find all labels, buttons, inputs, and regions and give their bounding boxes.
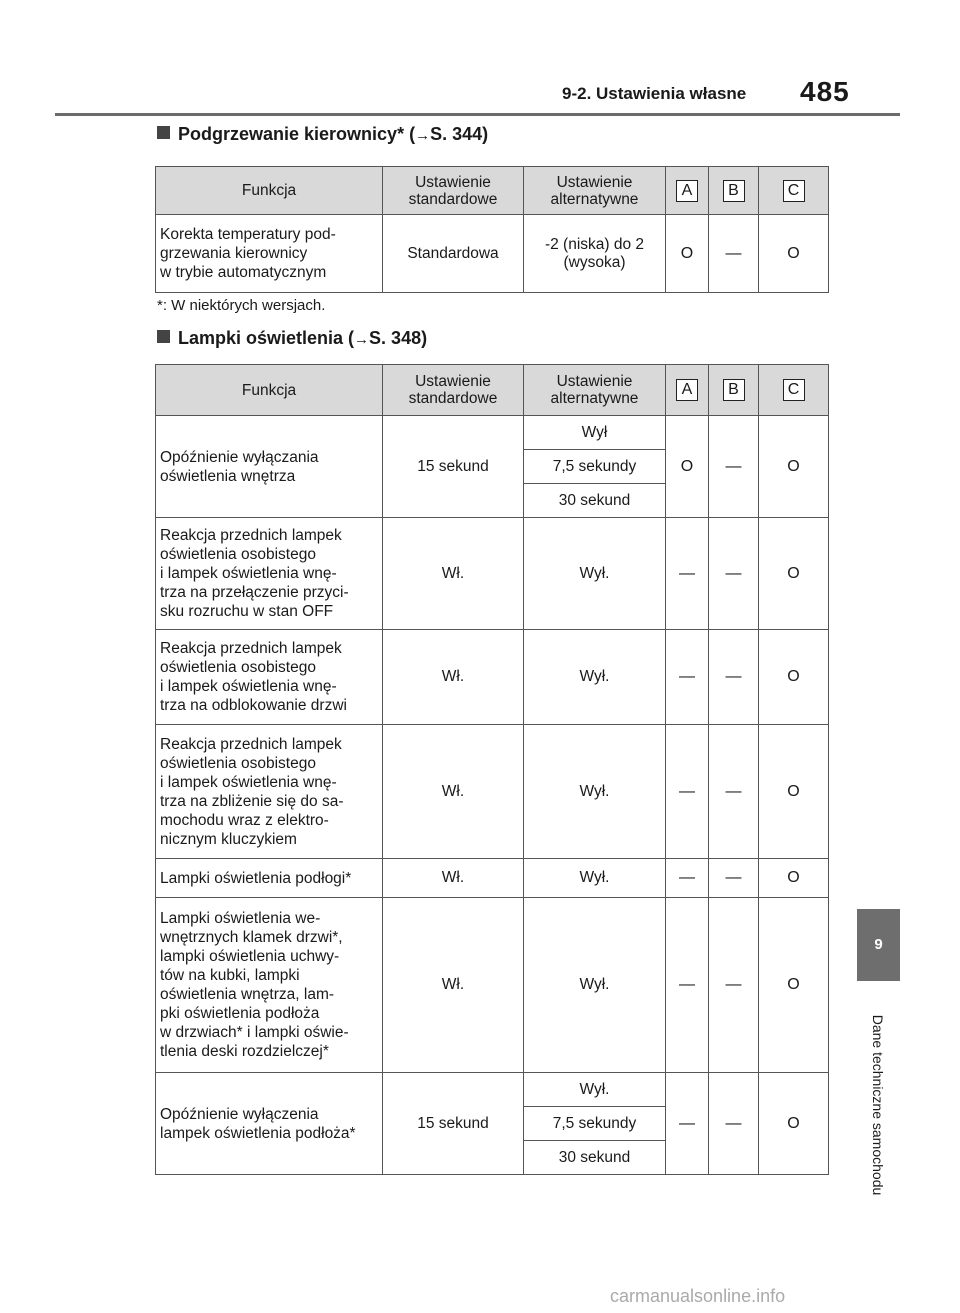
chapter-label: Dane techniczne samochodu <box>870 1014 886 1196</box>
availability-b-cell: — <box>709 215 759 293</box>
function-cell: Reakcja przednich lampek oświetlenia osobistego i lampek oświetlenia wnę- trza na przełączenie przyci- sku rozruchu w stan OFF <box>156 518 383 630</box>
default-value-cell: Wł. <box>383 630 524 725</box>
badge-c-icon: C <box>783 180 805 202</box>
column-header: Funkcja <box>156 167 383 215</box>
header-row <box>156 167 829 215</box>
default-value-cell: Standardowa <box>383 215 524 293</box>
availability-a-cell: — <box>666 859 709 898</box>
availability-c-cell: O <box>759 898 829 1073</box>
chapter-section-title: 9-2. Ustawienia własne <box>562 84 747 103</box>
table-row <box>156 518 829 630</box>
alternative-value-cell: Wył. <box>524 725 666 859</box>
table-row <box>156 859 829 898</box>
availability-b-cell: — <box>709 725 759 859</box>
availability-a-cell: O <box>666 215 709 293</box>
column-header <box>666 167 709 215</box>
availability-c-cell: O <box>759 630 829 725</box>
column-header: Funkcja <box>156 365 383 416</box>
alternative-value-cell: Wył. <box>524 630 666 725</box>
availability-c-cell: O <box>759 416 829 518</box>
table-row <box>156 898 829 1073</box>
default-value-cell: 15 sekund <box>383 1073 524 1175</box>
alternative-value-cell: 7,5 sekundy <box>524 1107 666 1141</box>
watermark: carmanualsonline.info <box>610 1286 786 1306</box>
bullet-square-icon <box>157 126 170 139</box>
availability-c-cell: O <box>759 725 829 859</box>
page-number: 485 <box>800 76 850 107</box>
alternative-value-cell: 7,5 sekundy <box>524 450 666 484</box>
availability-c-cell: O <box>759 859 829 898</box>
column-header: Ustawienie standardowe <box>383 167 524 215</box>
availability-b-cell: — <box>709 859 759 898</box>
function-cell: Lampki oświetlenia podłogi* <box>156 859 383 898</box>
default-value-cell: Wł. <box>383 898 524 1073</box>
availability-a-cell: — <box>666 1073 709 1175</box>
availability-b-cell: — <box>709 630 759 725</box>
alternative-value-cell: Wył <box>524 416 666 450</box>
badge-a-icon: A <box>676 180 698 202</box>
steering-heater-table <box>155 166 829 293</box>
alternative-value-cell: 30 sekund <box>524 1141 666 1175</box>
function-cell: Korekta temperatury pod- grzewania kierownicy w trybie automatycznym <box>156 215 383 293</box>
availability-a-cell: O <box>666 416 709 518</box>
footnote: *: W niektórych wersjach. <box>157 297 326 314</box>
column-header: Ustawienie standardowe <box>383 365 524 416</box>
column-header <box>666 365 709 416</box>
availability-b-cell: — <box>709 1073 759 1175</box>
column-header <box>759 365 829 416</box>
availability-b-cell: — <box>709 518 759 630</box>
alternative-value-cell: Wył. <box>524 518 666 630</box>
availability-c-cell: O <box>759 215 829 293</box>
column-header <box>759 167 829 215</box>
header-row <box>156 365 829 416</box>
table-row <box>156 215 829 293</box>
default-value-cell: Wł. <box>383 725 524 859</box>
default-value-cell: Wł. <box>383 518 524 630</box>
table-row <box>156 725 829 859</box>
badge-a-icon: A <box>676 379 698 401</box>
alternative-value-cell: 30 sekund <box>524 484 666 518</box>
chapter-tab[interactable]: 9 <box>857 909 900 981</box>
alternative-value-cell: Wył. <box>524 1073 666 1107</box>
column-header <box>709 167 759 215</box>
table-row <box>156 630 829 725</box>
availability-b-cell: — <box>709 416 759 518</box>
bullet-square-icon <box>157 330 170 343</box>
availability-a-cell: — <box>666 630 709 725</box>
column-header: Ustawienie alternatywne <box>524 167 666 215</box>
badge-b-icon: B <box>723 379 745 401</box>
function-cell: Opóźnienie wyłączenia lampek oświetlenia podłoża* <box>156 1073 383 1175</box>
availability-a-cell: — <box>666 518 709 630</box>
function-cell: Reakcja przednich lampek oświetlenia osobistego i lampek oświetlenia wnę- trza na zbliżenie się do sa- mochodu wraz z elektro- nicznym kluczykiem <box>156 725 383 859</box>
badge-c-icon: C <box>783 379 805 401</box>
section-heading-lamps: Lampki oświetlenia (→S. 348) <box>157 328 427 349</box>
header-divider <box>55 113 900 116</box>
availability-b-cell: — <box>709 898 759 1073</box>
alternative-value-cell: -2 (niska) do 2 (wysoka) <box>524 215 666 293</box>
function-cell: Lampki oświetlenia we- wnętrznych klamek drzwi*, lampki oświetlenia uchwy- tów na kubki, lampki oświetlenia wnętrza, lam- pki oświetlenia podłoża w drzwiach* i lampki oświe- tlenia deski rozdzielczej* <box>156 898 383 1073</box>
section-heading-steering-heater: Podgrzewanie kierownicy* (→S. 344) <box>157 124 488 145</box>
availability-c-cell: O <box>759 1073 829 1175</box>
availability-a-cell: — <box>666 725 709 859</box>
availability-a-cell: — <box>666 898 709 1073</box>
availability-c-cell: O <box>759 518 829 630</box>
column-header <box>709 365 759 416</box>
alternative-value-cell: Wył. <box>524 898 666 1073</box>
column-header: Ustawienie alternatywne <box>524 365 666 416</box>
default-value-cell: Wł. <box>383 859 524 898</box>
badge-b-icon: B <box>723 180 745 202</box>
table-row <box>156 1073 829 1107</box>
function-cell: Opóźnienie wyłączania oświetlenia wnętrza <box>156 416 383 518</box>
function-cell: Reakcja przednich lampek oświetlenia osobistego i lampek oświetlenia wnę- trza na odblokowanie drzwi <box>156 630 383 725</box>
default-value-cell: 15 sekund <box>383 416 524 518</box>
table-row <box>156 416 829 450</box>
alternative-value-cell: Wył. <box>524 859 666 898</box>
lamps-table <box>155 364 829 1175</box>
